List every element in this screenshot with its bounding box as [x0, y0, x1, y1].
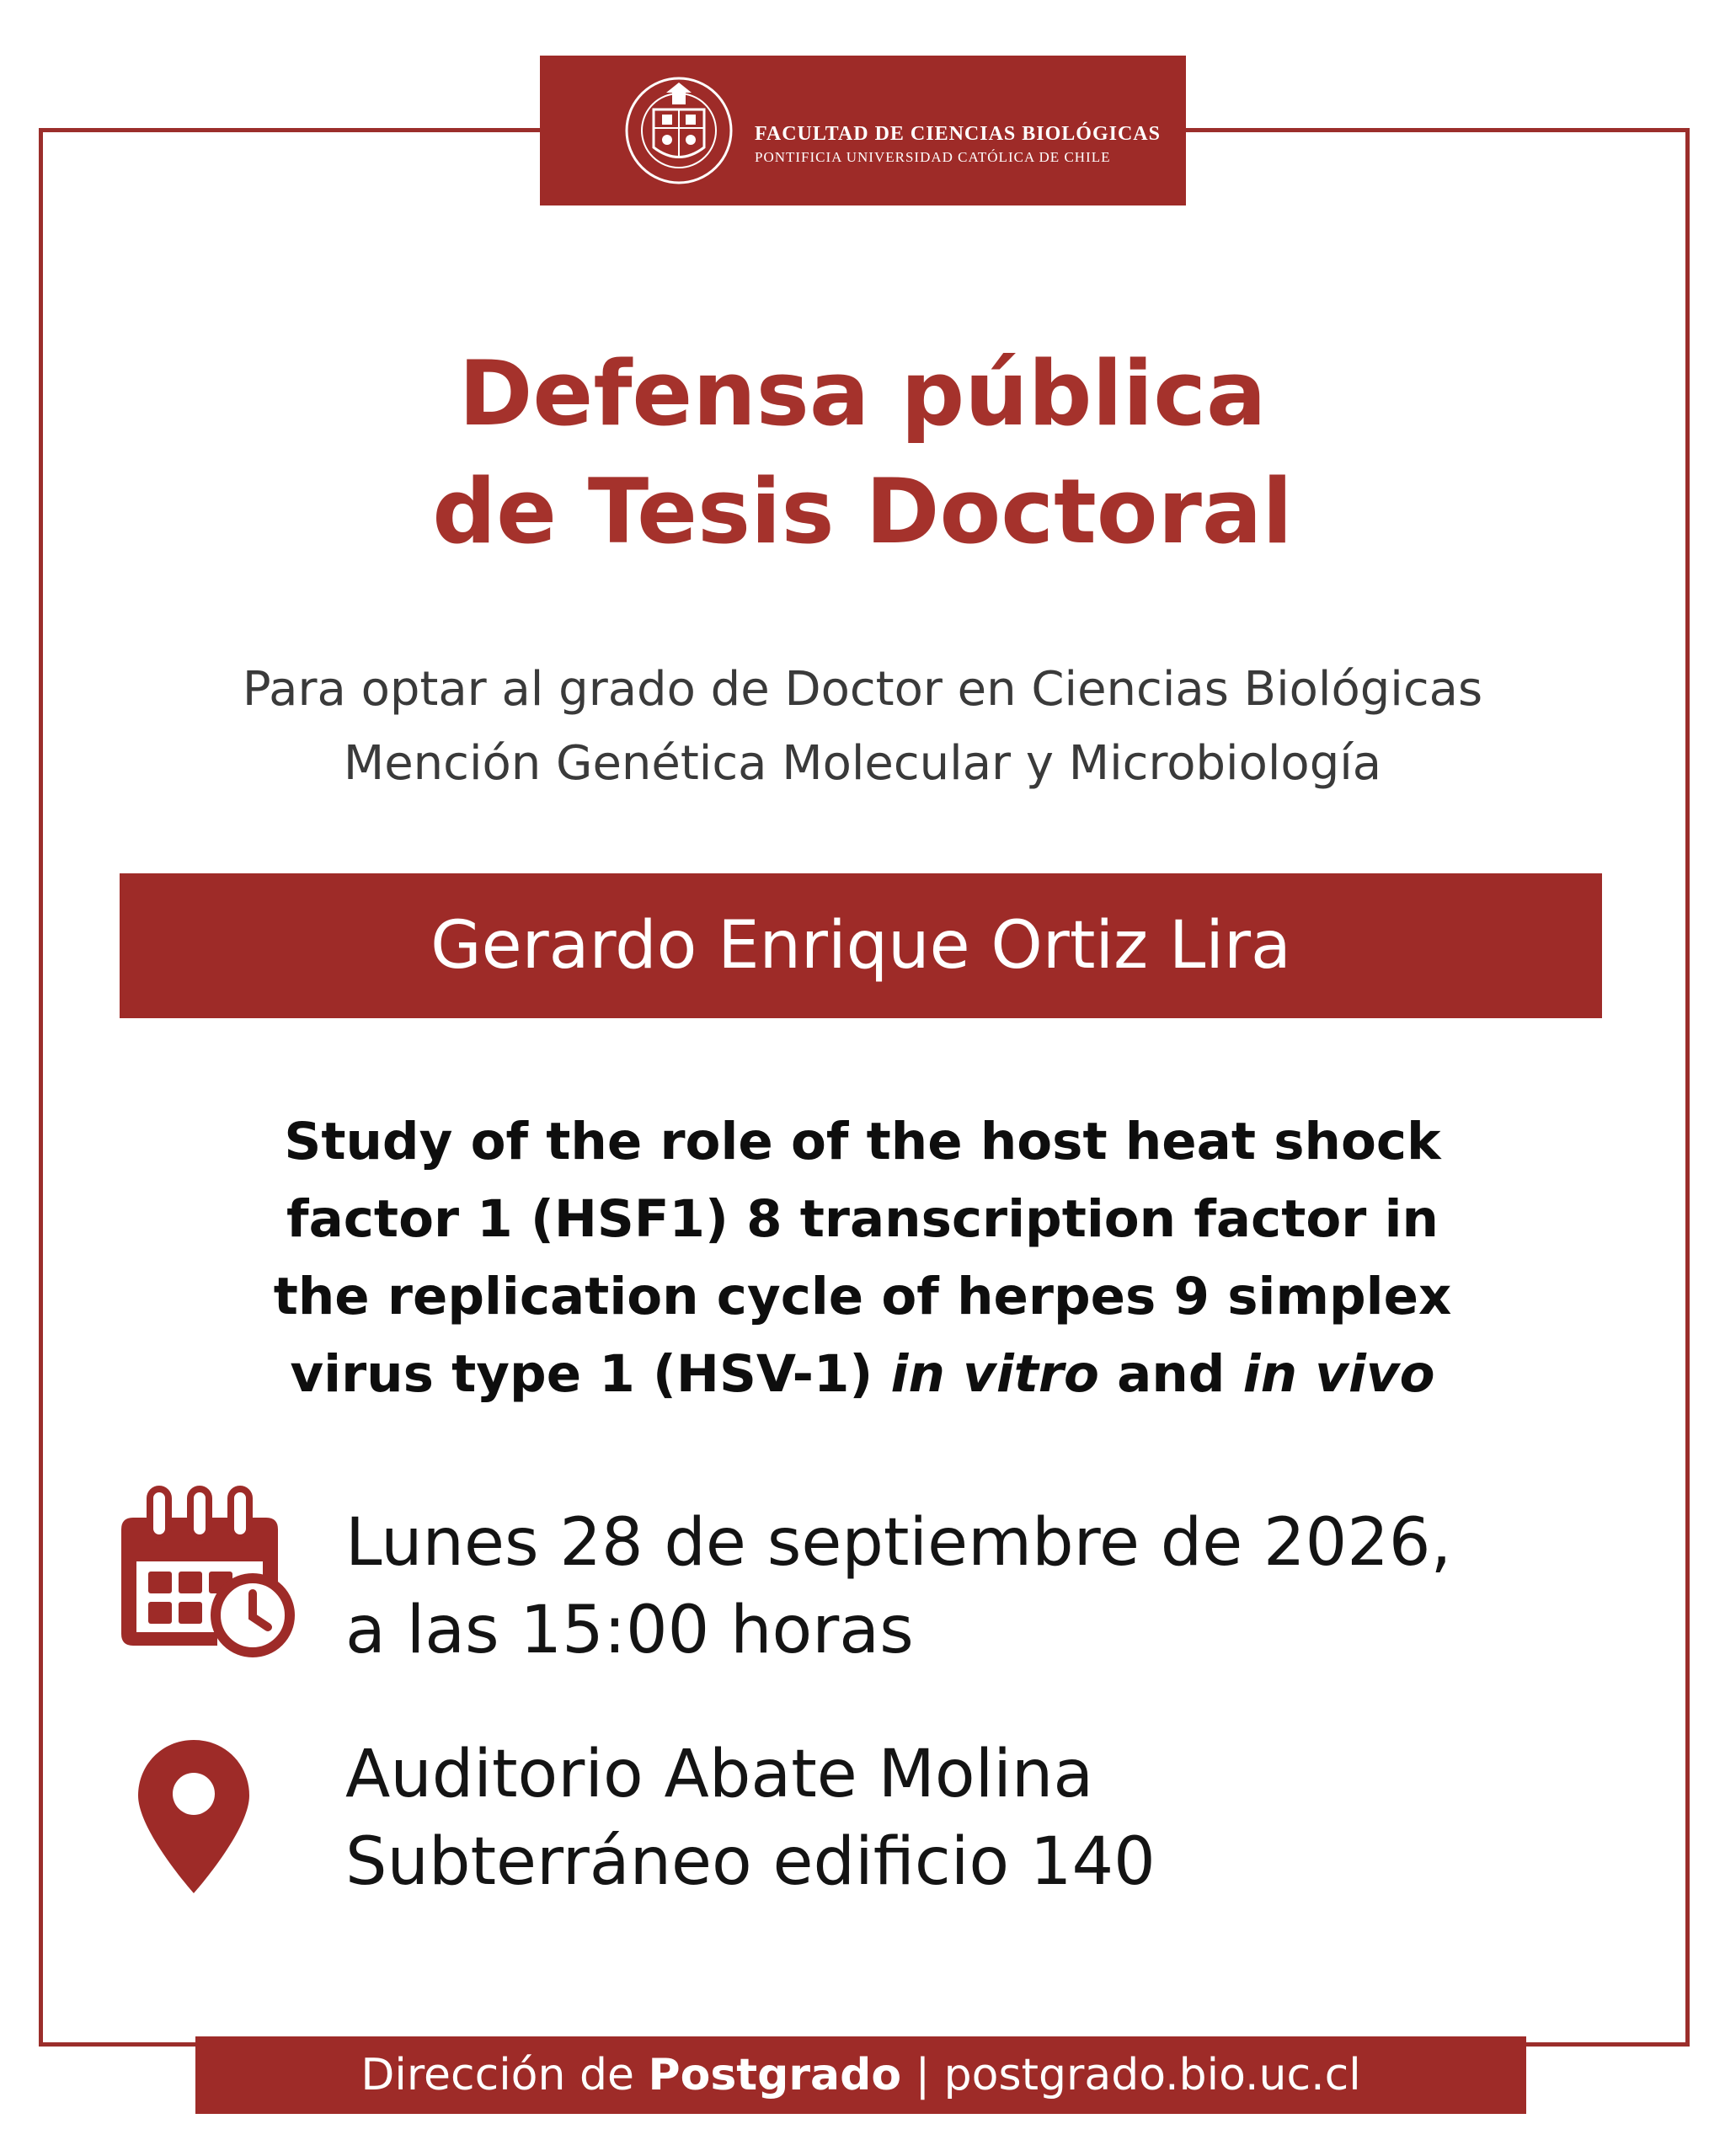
faculty-name: FACULTAD DE CIENCIAS BIOLÓGICAS: [755, 123, 1161, 145]
footer-url: postgrado.bio.uc.cl: [943, 2050, 1361, 2100]
thesis-line-2: factor 1 (HSF1) 8 transcription factor in: [286, 1189, 1439, 1249]
university-seal-logo: [620, 67, 738, 194]
title-line-1: Defensa pública: [458, 342, 1267, 446]
thesis-line-1: Study of the role of the host heat shock: [284, 1112, 1441, 1171]
university-name: PONTIFICIA UNIVERSIDAD CATÓLICA DE CHILE: [755, 149, 1111, 165]
place-line-1: Auditorio Abate Molina: [345, 1737, 1094, 1812]
footer-prefix: Dirección de: [360, 2050, 649, 2100]
thesis-in-vivo: in vivo: [1242, 1344, 1435, 1404]
event-location: [345, 1731, 1156, 1906]
footer-separator: |: [901, 2050, 944, 2100]
thesis-title: [0, 1103, 1725, 1413]
date-line-2: a las 15:00 horas: [345, 1593, 914, 1668]
candidate-name: Gerardo Enrique Ortiz Lira: [120, 873, 1602, 1018]
header-band: [540, 56, 1186, 205]
title-line-2: de Tesis Doctoral: [432, 460, 1293, 563]
map-pin-icon: [135, 1737, 253, 1897]
thesis-line-4-c: and: [1098, 1344, 1243, 1404]
calendar-clock-icon: [118, 1484, 296, 1657]
place-line-2: Subterráneo edificio 140: [345, 1824, 1156, 1900]
thesis-line-4-a: virus type 1 (HSV-1): [290, 1344, 891, 1404]
thesis-line-3: the replication cycle of herpes 9 simplex: [273, 1267, 1452, 1326]
subtitle-line-2: Mención Genética Molecular y Microbiología: [343, 736, 1382, 791]
page-title: [0, 335, 1725, 571]
date-line-1: Lunes 28 de septiembre de 2026,: [345, 1505, 1452, 1581]
footer-band: [195, 2036, 1526, 2114]
thesis-in-vitro: in vitro: [890, 1344, 1099, 1404]
degree-subtitle: [0, 653, 1725, 801]
event-date: [345, 1499, 1451, 1674]
subtitle-line-1: Para optar al grado de Doctor en Ciencias Biológicas: [242, 662, 1483, 717]
thesis-line-4: [0, 1336, 1725, 1413]
footer-postgrado: Postgrado: [648, 2050, 902, 2100]
